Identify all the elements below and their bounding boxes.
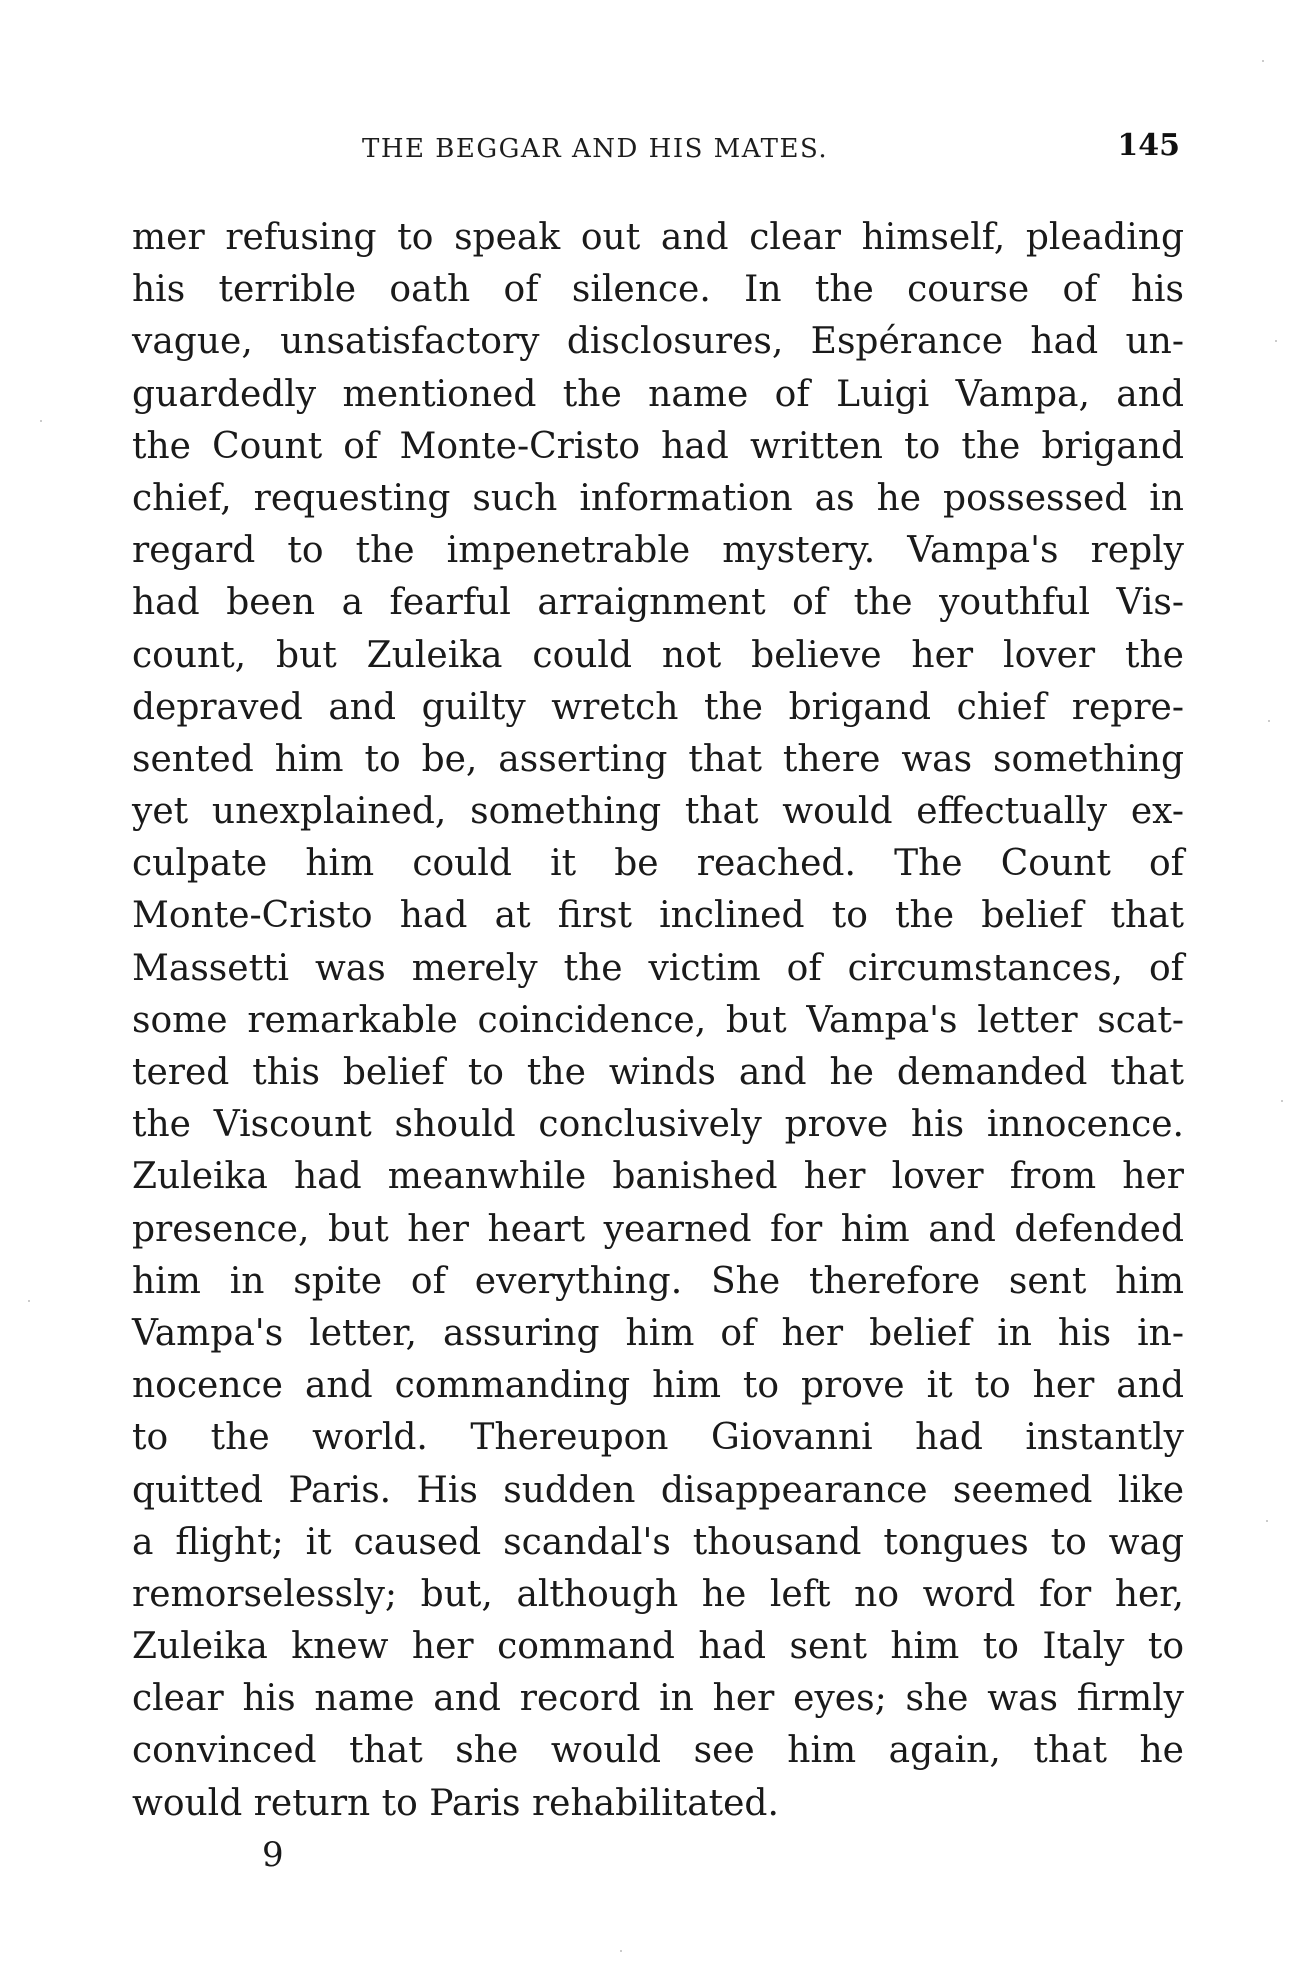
text-line: Monte-Cristo had at first inclined to the belief that — [132, 895, 1184, 937]
text-line: depraved and guilty wretch the brigand chief repre- — [132, 686, 1184, 728]
scan-speck — [1268, 720, 1270, 722]
text-line: his terrible oath of silence. In the course of his — [132, 269, 1184, 311]
text-line: yet unexplained, something that would effectually ex- — [132, 791, 1184, 833]
text-line: the Viscount should conclusively prove his innocence. — [132, 1104, 1184, 1146]
body-text — [132, 212, 1184, 1830]
scan-speck — [620, 1950, 622, 1952]
scan-speck — [40, 420, 42, 422]
text-line: quitted Paris. His sudden disappearance seemed like — [132, 1469, 1184, 1511]
text-line: a flight; it caused scandal's thousand tongues to wag — [132, 1521, 1184, 1563]
text-line: Zuleika knew her command had sent him to Italy to — [132, 1626, 1184, 1668]
signature-mark: 9 — [262, 1835, 284, 1875]
text-line: the Count of Monte-Cristo had written to the brigand — [132, 425, 1184, 467]
text-line: had been a fearful arraignment of the youthful Vis- — [132, 582, 1184, 624]
text-line: remorselessly; but, although he left no word for her, — [132, 1573, 1184, 1615]
text-line: clear his name and record in her eyes; she was firmly — [132, 1678, 1184, 1720]
text-line: Zuleika had meanwhile banished her lover from her — [132, 1156, 1184, 1198]
text-line: to the world. Thereupon Giovanni had instantly — [132, 1417, 1184, 1459]
text-line: presence, but her heart yearned for him and defended — [132, 1208, 1184, 1250]
text-line: convinced that she would see him again, that he — [132, 1730, 1184, 1772]
scan-speck — [28, 1300, 30, 1302]
running-title: THE BEGGAR AND HIS MATES. — [362, 134, 829, 164]
page-number: 145 — [1117, 128, 1180, 163]
text-line: Vampa's letter, assuring him of her belief in his in- — [132, 1312, 1184, 1354]
text-line: guardedly mentioned the name of Luigi Vampa, and — [132, 373, 1184, 415]
scan-speck — [1275, 340, 1277, 342]
text-line: count, but Zuleika could not believe her lover the — [132, 634, 1184, 676]
text-line: sented him to be, asserting that there was something — [132, 738, 1184, 780]
text-line: chief, requesting such information as he possessed in — [132, 477, 1184, 519]
scan-speck — [1281, 1100, 1283, 1102]
text-line: regard to the impenetrable mystery. Vampa's reply — [132, 530, 1184, 572]
scan-speck — [1262, 60, 1264, 62]
text-line: nocence and commanding him to prove it to her and — [132, 1365, 1184, 1407]
page-header — [130, 128, 1180, 168]
text-line: vague, unsatisfactory disclosures, Espérance had un- — [132, 321, 1184, 363]
text-line: Massetti was merely the victim of circumstances, of — [132, 947, 1184, 989]
text-line: tered this belief to the winds and he demanded that — [132, 1052, 1184, 1093]
text-line: culpate him could it be reached. The Count of — [132, 843, 1184, 885]
text-line: some remarkable coincidence, but Vampa's letter scat- — [132, 999, 1184, 1041]
text-line-last: would return to Paris rehabilitated. — [132, 1782, 779, 1824]
text-line: him in spite of everything. She therefore sent him — [132, 1260, 1184, 1302]
text-line: mer refusing to speak out and clear himself, pleading — [132, 217, 1184, 258]
scan-speck — [1266, 1520, 1268, 1522]
